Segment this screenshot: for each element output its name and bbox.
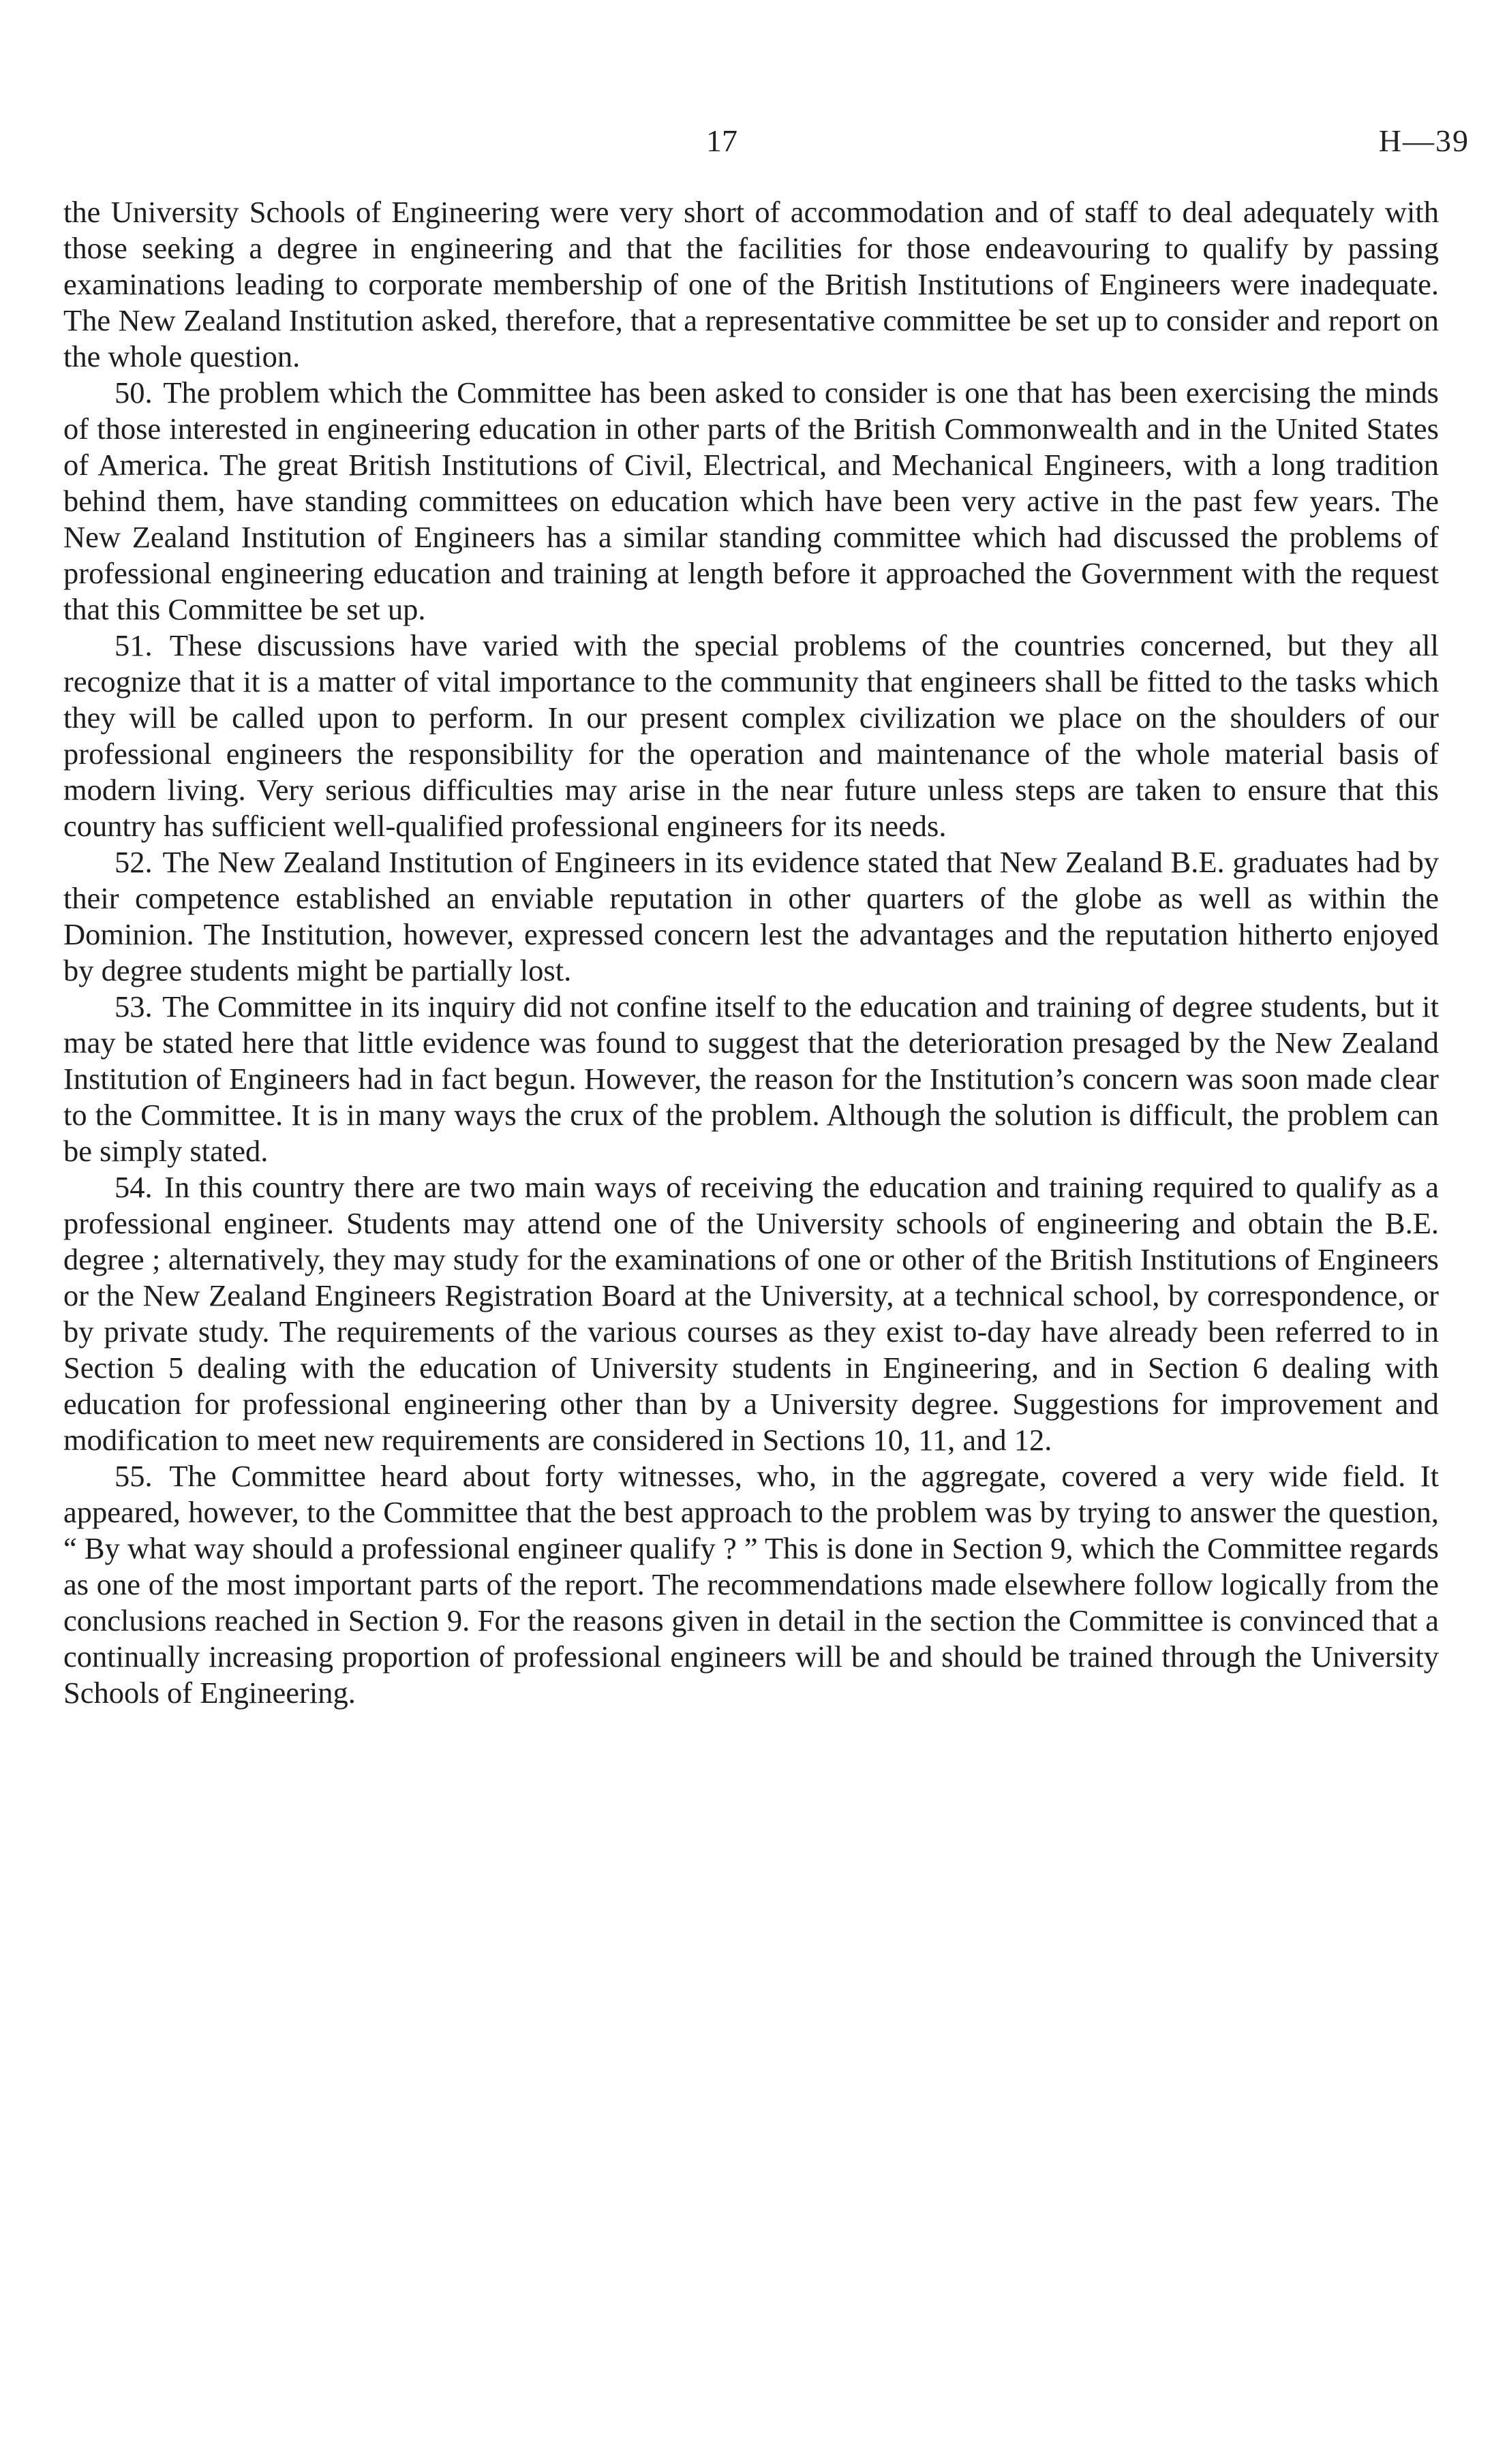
- paragraph-text: The Committee in its inquiry did not confine itself to the education and training of degree students, but it may be stated here that little evidence was found to suggest that the deterioration presaged by the New Zealand Institution of Engineers had in fact begun. However, the reason for the Institution’s concern was soon made clear to the Committee. It is in many ways the crux of the problem. Although the solution is difficult, the problem can be simply stated.: [63, 989, 1439, 1168]
- paragraph-number: 53.: [115, 989, 153, 1023]
- paragraph-text: the University Schools of Engineering were very short of accommodation and of staff to deal adequately with those seeking a degree in engineering and that the facilities for those endeavouring to qualify by passing examinations leading to corporate membership of one of the British Institutions of Engineers were inadequate. The New Zealand Institution asked, therefore, that a representative committee be set up to consider and report on the whole question.: [63, 195, 1439, 373]
- paragraph-number: 52.: [115, 845, 153, 879]
- paragraph-53: [63, 989, 1439, 1169]
- body-text: [63, 194, 1439, 1711]
- paragraph-number: 54.: [115, 1170, 153, 1204]
- document-reference: H—39: [1378, 123, 1470, 158]
- paragraph-text: In this country there are two main ways of receiving the education and training required to qualify as a professional engineer. Students may attend one of the University schools of engineering and obtain the B.E. degree ; alternatively, they may study for the examinations of one or other of the British Institutions of Engineers or the New Zealand Engineers Registration Board at the University, at a technical school, by correspondence, or by private study. The requirements of the various courses as they exist to-day have already been referred to in Section 5 dealing with the education of University students in Engineering, and in Section 6 dealing with education for professional engineering other than by a University degree. Suggestions for improvement and modification to meet new requirements are considered in Sections 10, 11, and 12.: [63, 1170, 1439, 1457]
- paragraph-55: [63, 1458, 1439, 1711]
- paragraph-continued: [63, 194, 1439, 375]
- page-number: 17: [706, 123, 737, 158]
- page-header: [0, 123, 1507, 164]
- paragraph-51: [63, 628, 1439, 844]
- paragraph-number: 55.: [115, 1459, 153, 1493]
- paragraph-number: 50.: [115, 375, 153, 410]
- paragraph-54: [63, 1169, 1439, 1458]
- paragraph-text: The New Zealand Institution of Engineers in its evidence stated that New Zealand B.E. graduates had by their competence established an enviable reputation in other quarters of the globe as well as within the Dominion. The Institution, however, expressed concern lest the advantages and the reputation hitherto enjoyed by degree students might be partially lost.: [63, 845, 1439, 987]
- paragraph-text: These discussions have varied with the special problems of the countries concerned, but they all recognize that it is a matter of vital importance to the community that engineers shall be fitted to the tasks which they will be called upon to perform. In our present complex civilization we place on the shoulders of our professional engineers the responsibility for the operation and maintenance of the whole material basis of modern living. Very serious difficulties may arise in the near future unless steps are taken to ensure that this country has sufficient well-qualified professional engineers for its needs.: [63, 628, 1439, 843]
- paragraph-number: 51.: [115, 628, 153, 662]
- paragraph-text: The problem which the Committee has been asked to consider is one that has been exercising the minds of those interested in engineering education in other parts of the British Commonwealth and in the United States of America. The great British Institutions of Civil, Electrical, and Mechanical Engineers, with a long tradition behind them, have standing committees on education which have been very active in the past few years. The New Zealand Institution of Engineers has a similar standing committee which had discussed the problems of professional engineering education and training at length before it approached the Government with the request that this Committee be set up.: [63, 375, 1439, 626]
- paragraph-52: [63, 844, 1439, 989]
- paragraph-50: [63, 375, 1439, 628]
- paragraph-text: The Committee heard about forty witnesses, who, in the aggregate, covered a very wide field. It appeared, however, to the Committee that the best approach to the problem was by trying to answer the question, “ By what way should a professional engineer qualify ? ” This is done in Section 9, which the Committee regards as one of the most important parts of the report. The recommendations made elsewhere follow logically from the conclusions reached in Section 9. For the reasons given in detail in the section the Committee is convinced that a continually increasing proportion of professional engineers will be and should be trained through the University Schools of Engineering.: [63, 1459, 1439, 1710]
